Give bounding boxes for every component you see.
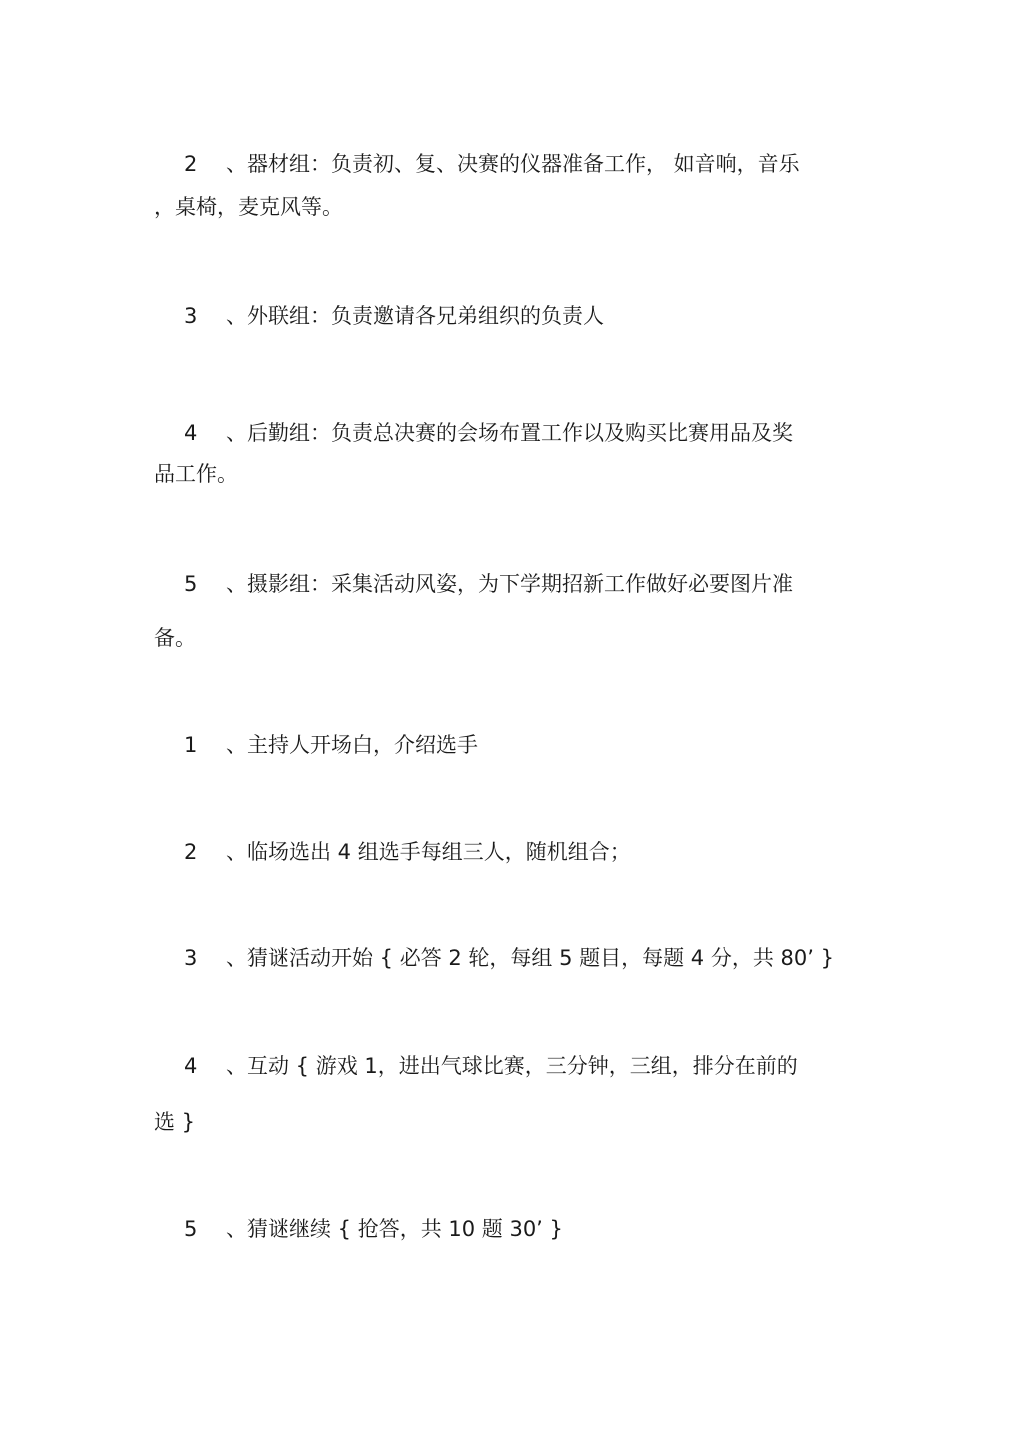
item-number: 2 <box>184 840 198 864</box>
item-text: 、主持人开场白，介绍选手 <box>226 733 478 757</box>
list-item <box>0 567 1024 601</box>
item-continuation-text: 品工作。 <box>154 462 238 486</box>
list-item <box>0 1049 1024 1083</box>
item-continuation-text: 备。 <box>154 626 196 650</box>
list-item-continuation <box>0 190 1024 224</box>
item-continuation-text: ，桌椅，麦克风等。 <box>154 195 343 219</box>
item-text: 、临场选出 4 组选手每组三人，随机组合； <box>226 840 631 864</box>
list-item <box>0 835 1024 869</box>
item-number: 5 <box>184 1217 198 1241</box>
item-number: 5 <box>184 572 198 596</box>
list-item <box>0 416 1024 450</box>
item-text: 、后勤组：负责总决赛的会场布置工作以及购买比赛用品及奖 <box>226 421 793 445</box>
list-item-continuation <box>0 1105 1024 1139</box>
list-item <box>0 1212 1024 1246</box>
list-item <box>0 147 1024 181</box>
item-text: 、摄影组：采集活动风姿，为下学期招新工作做好必要图片准 <box>226 572 793 596</box>
item-number: 2 <box>184 152 198 176</box>
item-continuation-text: 选 } <box>154 1110 196 1134</box>
item-number: 3 <box>184 946 198 970</box>
list-item-continuation <box>0 457 1024 491</box>
list-item-continuation <box>0 621 1024 655</box>
item-text: 、器材组：负责初、复、决赛的仪器准备工作， 如音响，音乐 <box>226 152 800 176</box>
item-text: 、猜谜活动开始 { 必答 2 轮，每组 5 题目，每题 4 分，共 80’ } <box>226 946 834 970</box>
item-number: 1 <box>184 733 198 757</box>
list-item <box>0 728 1024 762</box>
item-number: 3 <box>184 304 198 328</box>
item-text: 、猜谜继续 { 抢答，共 10 题 30’ } <box>226 1217 563 1241</box>
item-number: 4 <box>184 421 198 445</box>
list-item <box>0 299 1024 333</box>
item-text: 、互动 { 游戏 1，进出气球比赛，三分钟，三组，排分在前的 <box>226 1054 798 1078</box>
item-text: 、外联组：负责邀请各兄弟组织的负责人 <box>226 304 604 328</box>
list-item <box>0 941 1024 975</box>
item-number: 4 <box>184 1054 198 1078</box>
